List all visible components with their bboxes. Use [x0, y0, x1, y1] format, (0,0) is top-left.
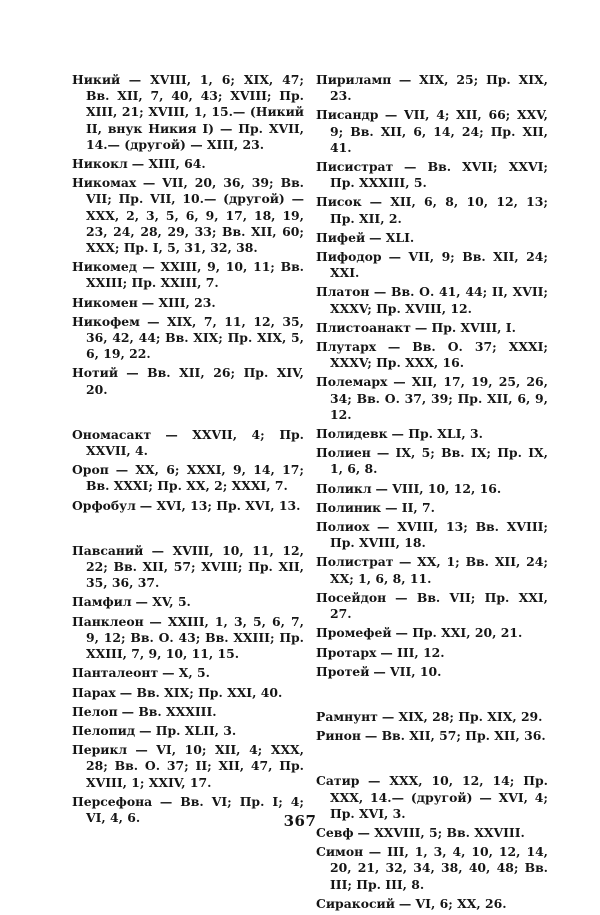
entry-references: — XX, 6; XXXI, 9, 14, 17; Вв. XXXI; Пр. XX, 2; XXXI, 7. — [86, 462, 304, 494]
index-entry — [72, 685, 304, 701]
entry-headword: Орфобул — [72, 497, 136, 513]
entry-headword: Никомед — [72, 259, 138, 275]
entry-headword: Полистрат — [316, 554, 394, 570]
entry-headword: Павсаний — [72, 542, 144, 558]
entry-headword: Никомах — [72, 175, 137, 191]
entry-references: — XVIII, 1, 6; XIX, 47; Вв. XII, 7, 40, 43; XVIII; Пр. XIII, 21; XVIII, 1, 15.— (Никий II, внук Никия I) — Пр. XVII, 14.— (другой) — XIII, 23. — [86, 72, 304, 152]
entry-headword: Симон — [316, 844, 364, 860]
index-entry — [316, 500, 548, 516]
entry-headword: Персефона — [72, 793, 153, 809]
index-entry — [72, 462, 304, 494]
entry-headword: Протарх — [316, 644, 377, 660]
entry-headword: Поликл — [316, 480, 372, 496]
index-entry — [316, 249, 548, 281]
entry-references: — Пр. XLI, 3. — [391, 426, 483, 442]
index-entry — [316, 72, 548, 104]
page-number: 367 — [283, 812, 317, 830]
entry-references: — XV, 5. — [135, 594, 191, 610]
entry-headword: Полидевк — [316, 426, 388, 442]
entry-headword: Пириламп — [316, 72, 392, 87]
entry-headword: Полиох — [316, 519, 370, 535]
index-entry — [316, 625, 548, 641]
index-entry — [316, 554, 548, 586]
entry-references: — VIII, 10, 12, 16. — [375, 480, 502, 496]
entry-references: — Вв. XII, 57; Пр. XII, 36. — [364, 728, 546, 744]
entry-headword: Никий — [72, 72, 121, 87]
entry-headword: Панталеонт — [72, 665, 159, 681]
entry-headword: Сатир — [316, 773, 360, 789]
entry-references: — XXIII, 1, 3, 5, 6, 7, 9, 12; Вв. О. 43; Вв. XXIII; Пр. XXIII, 7, 9, 10, 11, 15. — [86, 613, 304, 662]
index-entry — [316, 645, 548, 661]
entry-headword: Панклеон — [72, 613, 144, 629]
entry-headword: Промефей — [316, 625, 392, 641]
entry-references: — Вв. XII, 26; Пр. XIV, 20. — [86, 365, 304, 397]
index-entry — [72, 498, 304, 514]
entry-references: — VII, 4; XII, 66; XXV, 9; Вв. XII, 6, 14, 24; Пр. XII, 41. — [330, 107, 548, 155]
entry-headword: Ороп — [72, 462, 109, 478]
entry-references: — Вв. XIX; Пр. XXI, 40. — [119, 684, 283, 700]
entry-references: — XIII, 64. — [131, 156, 206, 172]
entry-headword: Памфил — [72, 594, 132, 610]
entry-references: — VI, 6; XX, 26. — [398, 895, 507, 911]
entry-headword: Пелоп — [72, 703, 118, 719]
index-entry — [316, 107, 548, 156]
entry-references: — XVI, 13; Пр. XVI, 13. — [139, 497, 301, 513]
entry-headword: Ономасакт — [72, 426, 152, 442]
entry-references: — VII, 20, 36, 39; Вв. VII; Пр. VII, 10.— (другой) — XXX, 2, 3, 5, 6, 9, 17, 18, 19, 23, 24, 28, 29, 33; Вв. XII, 60; XXX; Пр. I, 5, 31, 32, 38. — [86, 175, 304, 256]
entry-references: — VII, 10. — [373, 663, 442, 679]
entry-references: — Вв. О. 37; XXXI; XXXV; Пр. XXX, 16. — [330, 339, 548, 371]
entry-references: — XXIII, 9, 10, 11; Вв. XXIII; Пр. XXIII, 7. — [86, 259, 304, 291]
entry-headword: Перикл — [72, 742, 128, 758]
entry-headword: Нотий — [72, 365, 119, 381]
index-entry — [72, 427, 304, 459]
letter-section-gap — [316, 747, 548, 773]
entry-headword: Полемарх — [316, 374, 388, 390]
entry-headword: Писандр — [316, 107, 379, 123]
index-entry — [72, 742, 304, 791]
entry-headword: Рамнунт — [316, 708, 378, 724]
index-entry — [316, 519, 548, 551]
index-entry — [316, 590, 548, 622]
entry-references: — Пр. XLII, 3. — [139, 722, 237, 738]
index-entry — [72, 295, 304, 311]
entry-headword: Никокл — [72, 156, 128, 172]
entry-headword: Писок — [316, 194, 362, 210]
entry-headword: Пелопид — [72, 722, 136, 738]
index-entry — [316, 230, 548, 246]
entry-references: — XVIII, 10, 11, 12, 22; Вв. XII, 57; XVIII; Пр. XII, 35, 36, 37. — [86, 542, 304, 591]
index-entry — [72, 156, 304, 172]
index-entry — [316, 709, 548, 725]
entry-references: — XXVIII, 5; Вв. XXVIII. — [357, 824, 525, 840]
index-entry — [316, 284, 548, 316]
letter-section-gap — [72, 401, 304, 427]
entry-references: — III, 1, 3, 4, 10, 12, 14, 20, 21, 32, 34, 38, 40, 48; Вв. III; Пр. III, 8. — [330, 844, 548, 892]
entry-references: — XX, 1; Вв. XII, 24; XX; 1, 6, 8, 11. — [330, 554, 548, 586]
entry-references: — XII, 17, 19, 25, 26, 34; Вв. О. 37, 39; Пр. XII, 6, 9, 12. — [330, 374, 548, 422]
index-entry — [72, 614, 304, 663]
entry-references: — II, 7. — [385, 499, 435, 515]
entry-headword: Протей — [316, 663, 370, 679]
entry-references: — XIII, 23. — [141, 294, 216, 310]
index-entry — [316, 159, 548, 191]
index-entry — [316, 339, 548, 371]
entry-references: — VII, 9; Вв. XII, 24; XXI. — [330, 249, 548, 281]
entry-headword: Парах — [72, 684, 116, 700]
index-entry — [72, 259, 304, 291]
entry-references: — VI, 10; XII, 4; XXX, 28; Вв. О. 37; II; XII, 47, Пр. XVIII, 1; XXIV, 17. — [86, 742, 304, 790]
index-entry — [316, 728, 548, 744]
entry-references: — Пр. XXI, 20, 21. — [395, 625, 523, 641]
entry-headword: Пифей — [316, 229, 366, 245]
entry-headword: Посейдон — [316, 589, 387, 605]
entry-headword: Полиен — [316, 445, 371, 461]
entry-references: — XLI. — [369, 229, 415, 245]
index-entry — [72, 594, 304, 610]
entry-references: — XVIII, 13; Вв. XVIII; Пр. XVIII, 18. — [330, 519, 548, 551]
entry-references: — Вв. VI; Пр. I; 4; VI, 4, 6. — [86, 793, 304, 825]
index-entry — [316, 374, 548, 423]
entry-references: — Вв. О. 41, 44; II, XVII; XXXV; Пр. XVIII, 12. — [330, 284, 548, 316]
entry-headword: Никофем — [72, 313, 140, 329]
entry-headword: Полиник — [316, 499, 382, 515]
entry-references: — Пр. XVIII, I. — [414, 319, 516, 335]
index-column-left — [72, 72, 304, 829]
entry-headword: Никомен — [72, 294, 138, 310]
entry-headword: Плутарх — [316, 339, 377, 355]
entry-headword: Платон — [316, 284, 370, 300]
index-entry — [316, 445, 548, 477]
entry-headword: Плистоанакт — [316, 319, 411, 335]
index-column-right — [316, 72, 548, 915]
letter-section-gap — [72, 517, 304, 543]
entry-references: — III, 12. — [380, 644, 445, 660]
index-entry — [316, 844, 548, 893]
entry-references: — XIX, 28; Пр. XIX, 29. — [381, 708, 543, 724]
entry-references: — Вв. XXXIII. — [121, 703, 217, 719]
entry-headword: Севф — [316, 824, 354, 840]
index-entry — [72, 314, 304, 363]
entry-references: — XIX, 25; Пр. XIX, 23. — [330, 72, 548, 104]
entry-references: — Вв. VII; Пр. XXI, 27. — [330, 589, 548, 622]
index-entry — [316, 481, 548, 497]
index-entry — [316, 426, 548, 442]
entry-references: — XIX, 7, 11, 12, 35, 36, 42, 44; Вв. XIX; Пр. XIX, 5, 6, 19, 22. — [86, 313, 304, 362]
entry-references: — XXVII, 4; Пр. XXVII, 4. — [86, 426, 304, 459]
index-entry — [316, 896, 548, 912]
entry-headword: Писистрат — [316, 159, 394, 175]
entry-references: — XII, 6, 8, 10, 12, 13; Пр. XII, 2. — [330, 194, 548, 226]
index-entry — [72, 723, 304, 739]
entry-references: — IX, 5; Вв. IX; Пр. IX, 1, 6, 8. — [330, 445, 548, 477]
index-entry — [72, 72, 304, 153]
entry-references: — X, 5. — [162, 665, 210, 681]
index-entry — [316, 664, 548, 680]
entry-headword: Ринон — [316, 728, 361, 744]
index-entry — [316, 194, 548, 226]
index-entry — [72, 365, 304, 397]
letter-section-gap — [316, 683, 548, 709]
index-entry — [72, 175, 304, 256]
index-entry — [316, 320, 548, 336]
entry-references: — Вв. XVII; XXVI; Пр. XXXIII, 5. — [330, 159, 548, 191]
index-entry — [72, 543, 304, 592]
entry-references: — XXX, 10, 12, 14; Пр. XXX, 14.— (другой) — XVI, 4; Пр. XVI, 3. — [330, 773, 548, 821]
entry-headword: Сиракосий — [316, 895, 395, 911]
entry-headword: Пифодор — [316, 249, 382, 265]
index-entry — [72, 704, 304, 720]
index-entry — [72, 665, 304, 681]
